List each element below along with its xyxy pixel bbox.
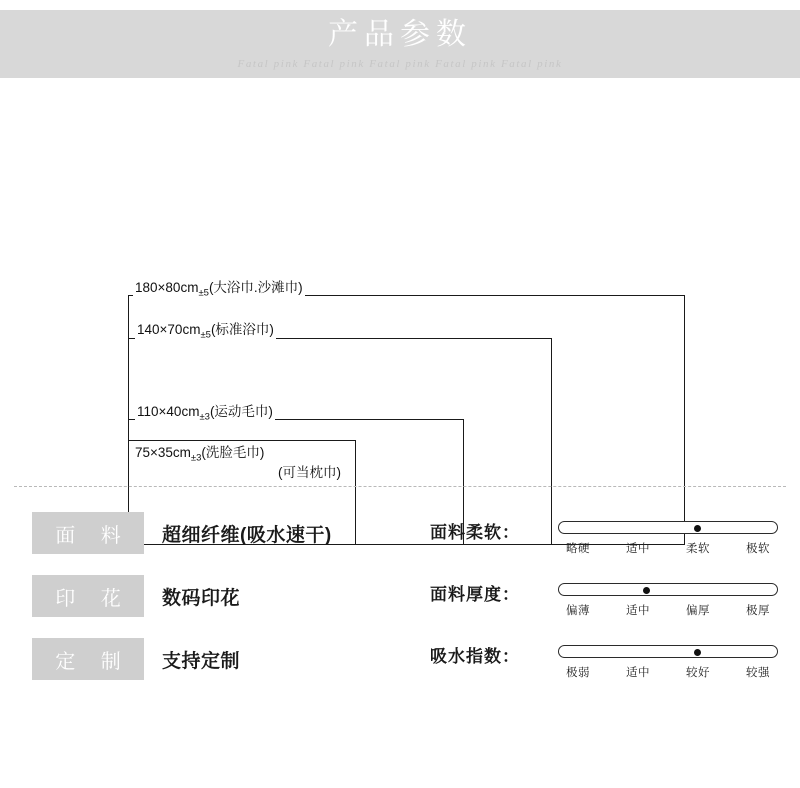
meter-row-softness xyxy=(430,512,780,574)
meter-ticks-thickness xyxy=(558,602,778,618)
size-tolerance-medium: ±3 xyxy=(199,411,210,423)
size-tolerance-extra-large: ±5 xyxy=(198,287,209,299)
meter-tick-thickness-1: 适中 xyxy=(626,605,650,617)
size-unit-extra-large: cm xyxy=(180,280,199,295)
size-label-extra-large xyxy=(133,280,305,302)
size-tolerance-small: ±3 xyxy=(190,452,202,464)
meter-list xyxy=(430,512,780,698)
size-label-large xyxy=(135,322,276,344)
meter-tick-thickness-3: 极厚 xyxy=(746,605,770,617)
meter-ticks-softness xyxy=(558,540,778,556)
meter-dot-absorbency xyxy=(694,649,701,656)
size-desc-small: (洗脸毛巾) xyxy=(201,445,265,460)
size-value-small: 75×35 xyxy=(135,445,173,460)
section-divider xyxy=(14,486,786,487)
page-header xyxy=(0,10,800,78)
meter-tick-thickness-2: 偏厚 xyxy=(686,605,710,617)
meter-tick-softness-2: 柔软 xyxy=(686,543,710,555)
meter-row-thickness xyxy=(430,574,780,636)
meter-tick-absorbency-1: 适中 xyxy=(626,667,650,679)
spec-tag-material: 面 料 xyxy=(32,512,144,554)
meter-tick-absorbency-3: 较强 xyxy=(746,667,770,679)
size-desc-large: (标准浴巾) xyxy=(210,322,274,337)
size-unit-large: cm xyxy=(182,322,201,337)
meter-ticks-absorbency xyxy=(558,664,778,680)
spec-value-custom: 支持定制 xyxy=(162,650,241,672)
meter-tick-thickness-0: 偏薄 xyxy=(566,605,590,617)
meter-track-thickness xyxy=(558,583,778,596)
meter-label-thickness: 面料厚度： xyxy=(430,585,520,604)
meter-tick-softness-0: 略硬 xyxy=(566,543,590,555)
meter-row-absorbency xyxy=(430,636,780,698)
size-value-large: 140×70 xyxy=(137,322,183,337)
size-unit-medium: cm xyxy=(181,404,200,419)
spec-row-print xyxy=(32,575,402,617)
product-attributes xyxy=(0,500,800,700)
size-value-extra-large: 180×80 xyxy=(135,280,181,295)
page-subtitle: Fatal pink Fatal pink Fatal pink Fatal pink Fatal pink xyxy=(237,58,563,70)
meter-track-softness xyxy=(558,521,778,534)
size-tolerance-large: ±5 xyxy=(200,329,211,341)
spec-tag-custom: 定 制 xyxy=(32,638,144,680)
page-title: 产品参数 xyxy=(328,18,472,51)
size-desc-extra-large: (大浴巾.沙滩巾) xyxy=(208,280,303,295)
meter-dot-softness xyxy=(694,525,701,532)
meter-tick-absorbency-0: 极弱 xyxy=(566,667,590,679)
meter-label-softness: 面料柔软： xyxy=(430,523,520,542)
size-label-small-alt: (可当枕巾) xyxy=(133,465,343,481)
meter-track-absorbency xyxy=(558,645,778,658)
size-desc-medium: (运动毛巾) xyxy=(209,404,273,419)
meter-tick-absorbency-2: 较好 xyxy=(686,667,710,679)
size-value-medium: 110×40 xyxy=(137,404,182,419)
size-diagram xyxy=(0,120,800,480)
spec-value-material: 超细纤维(吸水速干) xyxy=(162,524,332,546)
size-unit-small: cm xyxy=(172,445,191,460)
spec-value-print: 数码印花 xyxy=(162,587,241,609)
size-label-small xyxy=(133,445,266,467)
spec-list xyxy=(32,512,402,701)
meter-dot-thickness xyxy=(643,587,650,594)
meter-tick-softness-3: 极软 xyxy=(746,543,770,555)
spec-row-material xyxy=(32,512,402,554)
spec-tag-print: 印 花 xyxy=(32,575,144,617)
meter-label-absorbency: 吸水指数： xyxy=(430,647,520,666)
meter-tick-softness-1: 适中 xyxy=(626,543,650,555)
spec-row-custom xyxy=(32,638,402,680)
size-label-medium xyxy=(135,404,275,426)
